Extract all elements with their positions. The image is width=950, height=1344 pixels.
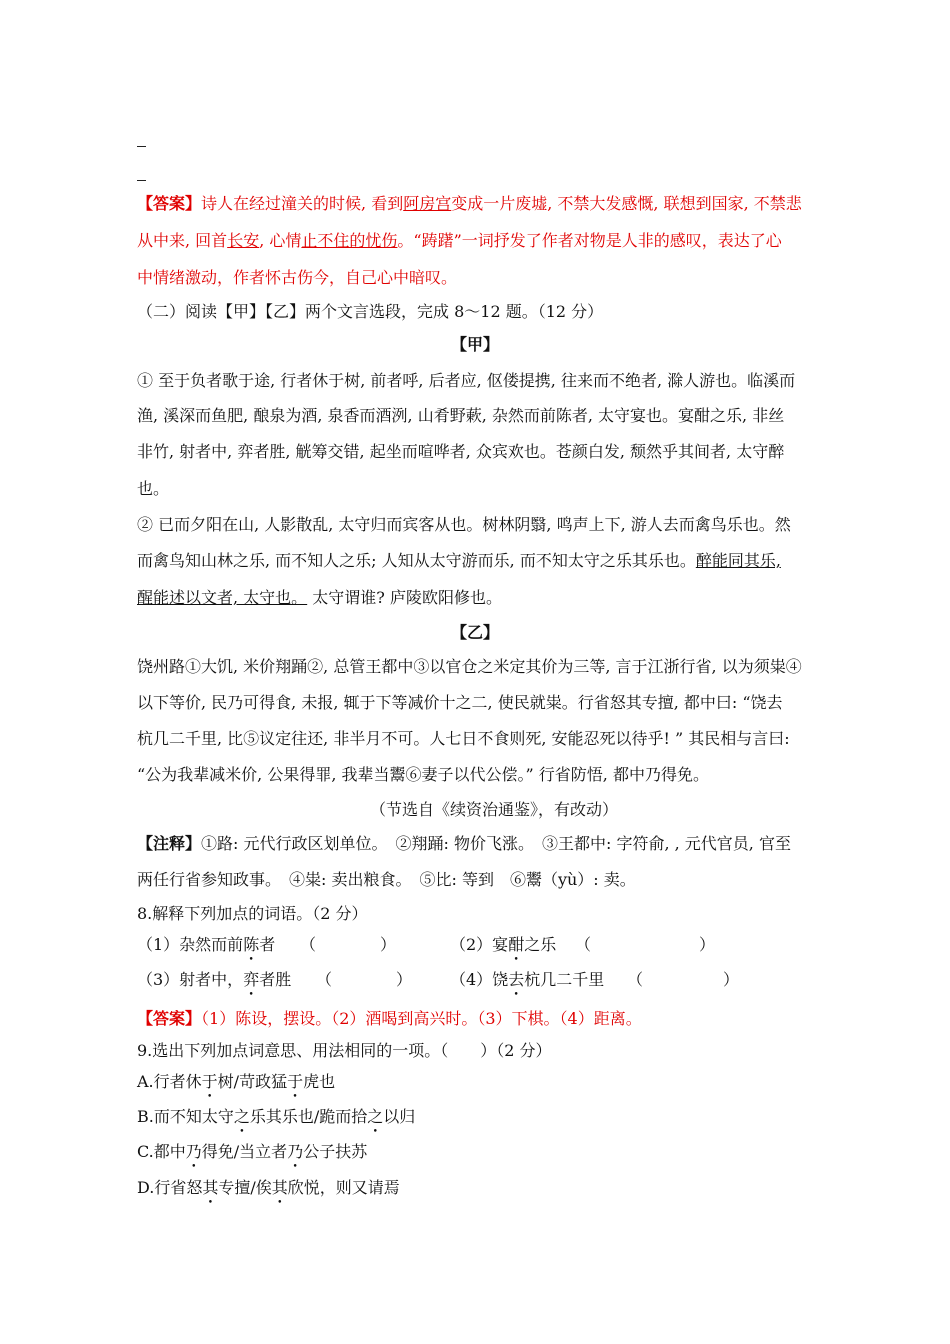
q8-answer: 【答案】（1）陈设，摆设。（2）酒喝到高兴时。（3）下棋。（4）距离。	[137, 1009, 642, 1028]
q8-blank-2: （ ）	[575, 935, 716, 954]
yi-line: 以下等价, 民乃可得食, 未报, 辄于下等减价十之二, 使民就粜。行省怒其专擅, 都中曰: “饶去	[137, 693, 783, 712]
answer-line-2: 从中来, 回首长安, 心情止不住的忧伤。“踌躇”一词抒发了作者对物是人非的感叹，表达了心	[137, 231, 782, 250]
q9-title: 9.选出下列加点词意思、用法相同的一项。（ ）（2 分）	[137, 1041, 552, 1060]
jia-title: 【甲】	[450, 335, 499, 354]
q9-option-c: C.都中乃得免/当立者乃公子扶苏	[137, 1142, 368, 1161]
dash-mark	[137, 180, 146, 181]
q9-option-a: A.行者休于树/苛政猛于虎也	[137, 1072, 336, 1091]
q8-blank-4: （ ）	[627, 970, 740, 989]
answer-line-1: 【答案】诗人在经过潼关的时候, 看到阿房宫变成一片废墟, 不禁大发感慨, 联想到国家, 不禁悲	[137, 194, 802, 213]
notes-label: 【注释】	[137, 834, 202, 853]
q8-blank-3: （ ）	[316, 970, 413, 989]
jia-p2-line: 而禽鸟知山林之乐, 而不知人之乐; 人知从太守游而乐, 而不知太守之乐其乐也。醉能同其乐,	[137, 551, 781, 570]
q8-item-2: （2）宴酣之乐	[450, 935, 557, 954]
source-note: （节选自《续资治通鉴》，有改动）	[370, 800, 619, 819]
yi-line: 杭几二千里, 比⑤议定往还, 非半月不可。人七日不食则死, 安能忍死以待乎! ” 其民相与言曰:	[137, 729, 790, 748]
q8-item-4: （4）饶去杭几二千里	[450, 970, 605, 989]
jia-p2-line: 醒能述以文者, 太守也。 太守谓谁? 庐陵欧阳修也。	[137, 588, 502, 607]
answer-label: 【答案】	[137, 194, 202, 213]
jia-p1-line: 非竹, 射者中, 弈者胜, 觥筹交错, 起坐而喧哗者, 众宾欢也。苍颜白发, 颓然乎其间者, 太守醉	[137, 442, 785, 461]
dash-mark	[137, 146, 146, 147]
q8-item-1: （1）杂然而前陈者	[137, 935, 276, 954]
q9-option-d: D.行省怒其专擅/俟其欣悦，则又请焉	[137, 1178, 400, 1197]
q9-option-b: B.而不知太守之乐其乐也/跪而拾之以归	[137, 1107, 416, 1126]
notes-line-2: 两任行省参知政事。 ④粜: 卖出粮食。 ⑤比: 等到 ⑥鬻（yù）: 卖。	[137, 870, 636, 889]
yi-line: “公为我辈减米价, 公果得罪, 我辈当鬻⑥妻子以代公偿。” 行省防悟, 都中乃得免。	[137, 765, 709, 784]
jia-p1-line: 渔, 溪深而鱼肥, 酿泉为酒, 泉香而酒洌, 山肴野蔌, 杂然而前陈者, 太守宴也。宴酣之乐, 非丝	[137, 406, 785, 425]
answer-label: 【答案】	[137, 1009, 202, 1028]
jia-p1-line: ① 至于负者歌于途, 行者休于树, 前者呼, 后者应, 伛偻提携, 往来而不绝者, 滁人游也。临溪而	[137, 371, 796, 390]
q8-title: 8.解释下列加点的词语。（2 分）	[137, 904, 368, 923]
section-heading: （二）阅读【甲】【乙】两个文言选段，完成 8～12 题。（12 分）	[137, 302, 604, 321]
q8-blank-1: （ ）	[300, 935, 397, 954]
yi-title: 【乙】	[450, 623, 499, 642]
answer-line-3: 中情绪激动，作者怀古伤今，自己心中暗叹。	[137, 268, 458, 287]
notes-line-1: 【注释】①路: 元代行政区划单位。 ②翔踊: 物价飞涨。 ③王都中: 字符俞, , 元代官员, 官至	[137, 834, 791, 853]
q8-item-3: （3）射者中，弈者胜	[137, 970, 292, 989]
jia-p1-line: 也。	[137, 479, 170, 498]
yi-line: 饶州路①大饥, 米价翔踊②, 总管王都中③以官仓之米定其价为三等, 言于江浙行省, 以为须粜④	[137, 657, 802, 676]
jia-p2-line: ② 已而夕阳在山, 人影散乱, 太守归而宾客从也。树林阴翳, 鸣声上下, 游人去而禽鸟乐也。然	[137, 515, 791, 534]
